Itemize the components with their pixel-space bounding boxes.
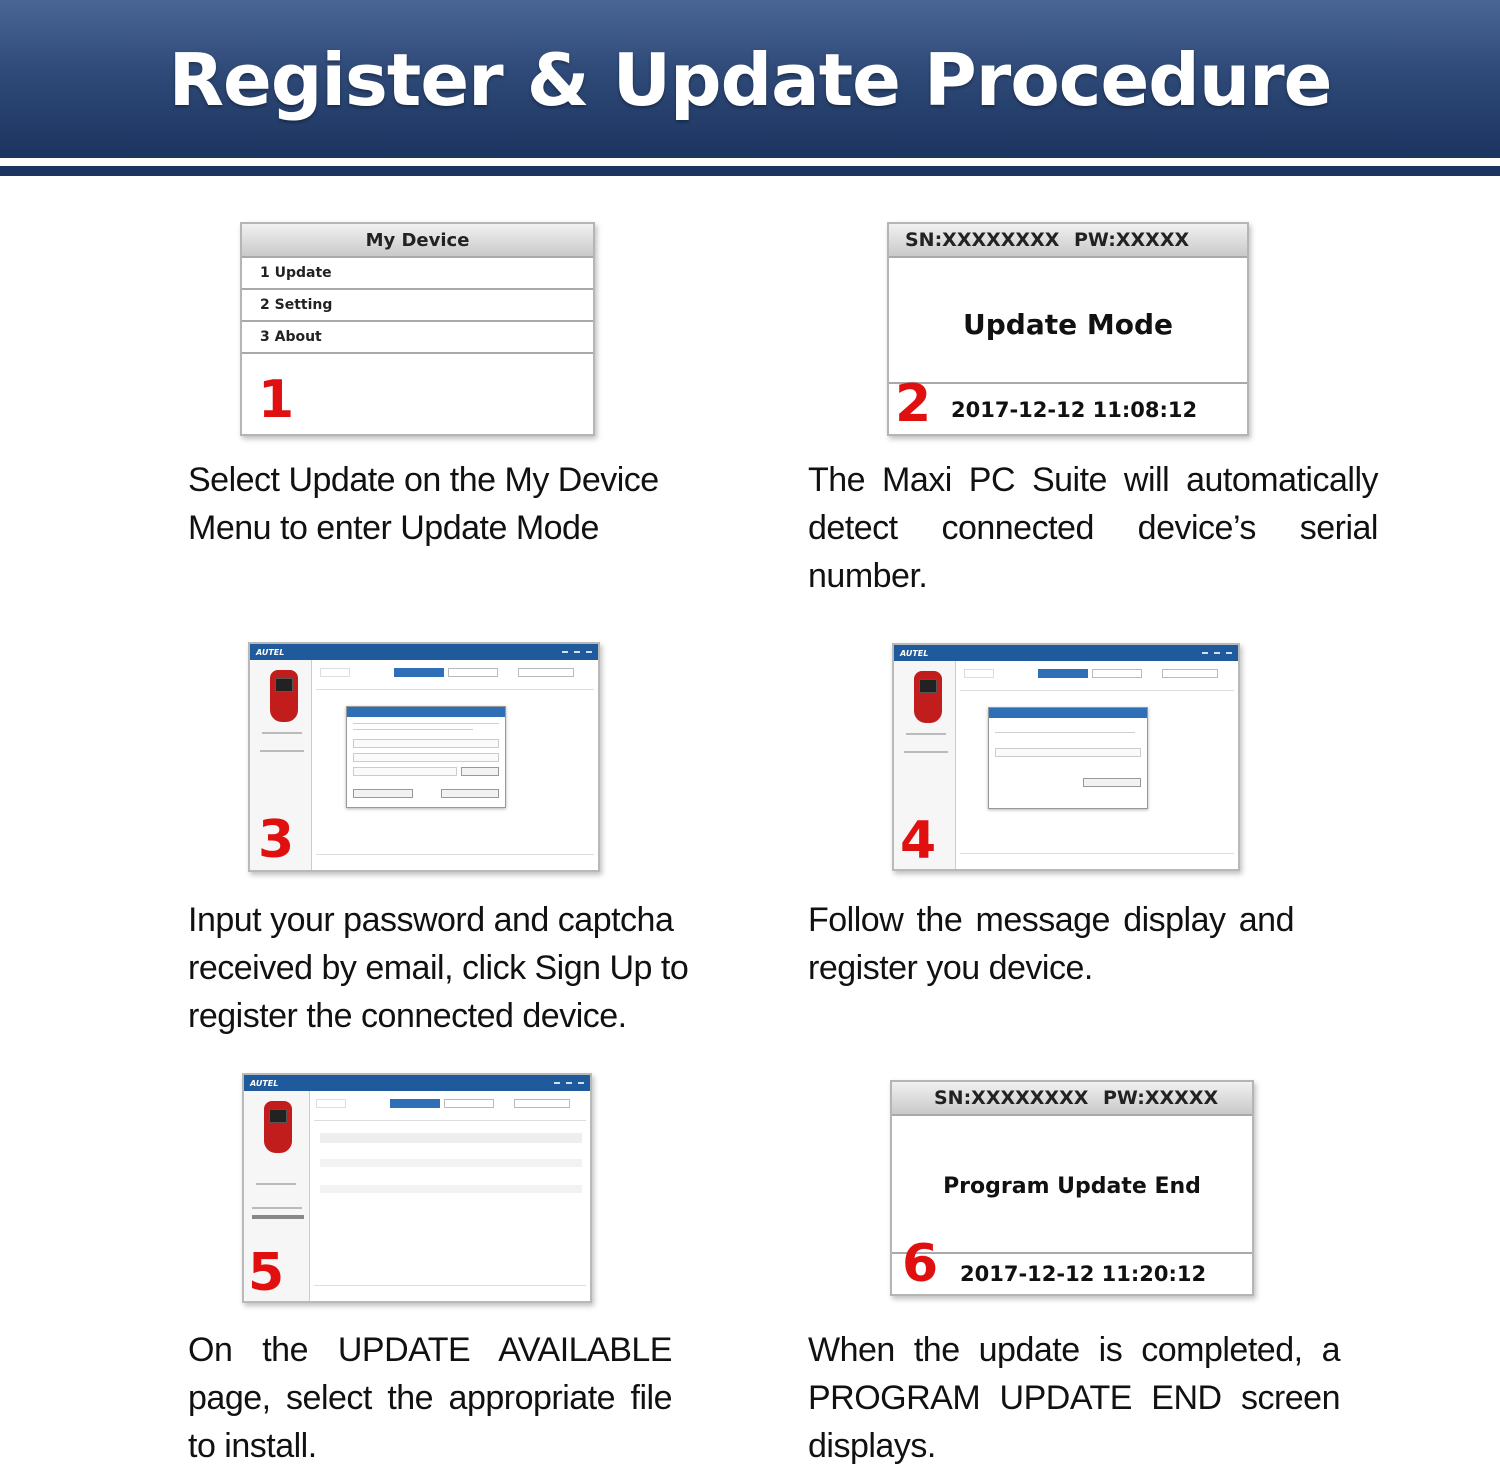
update-mode-panel <box>887 222 1249 436</box>
step-4-description: Follow the message display and register you device. <box>808 901 1294 987</box>
step-2-description: The Maxi PC Suite will automatically detect connected device’s serial number. <box>808 461 1378 595</box>
sign-up-window <box>248 642 600 872</box>
next-button[interactable] <box>1083 778 1141 787</box>
scan-tool-icon <box>270 670 298 722</box>
autel-logo: AUTEL <box>900 648 929 658</box>
program-update-end-label: Program Update End <box>943 1174 1201 1199</box>
app-toolbar <box>320 666 592 678</box>
menu-item-update[interactable]: 1 Update <box>242 258 593 290</box>
serial-password-header: SN:XXXXXXXX PW:XXXXX <box>889 224 1247 258</box>
app-toolbar <box>964 667 1232 679</box>
banner-divider-white <box>0 158 1500 166</box>
tab-updates-available[interactable] <box>390 1099 440 1108</box>
back-button[interactable] <box>353 789 413 798</box>
my-device-title: My Device <box>242 224 593 258</box>
scan-tool-icon <box>264 1101 292 1153</box>
app-title-bar <box>894 645 1238 661</box>
captcha-field[interactable] <box>353 767 457 776</box>
window-controls[interactable] <box>562 651 598 653</box>
step-5-description: On the UPDATE AVAILABLE page, select the appropriate file to install. <box>188 1331 672 1465</box>
autel-logo: AUTEL <box>256 647 285 657</box>
column-headers <box>960 683 1234 691</box>
program-update-end-timestamp: 2017-12-12 11:20:12 <box>960 1262 1207 1286</box>
window-controls[interactable] <box>554 1082 590 1084</box>
dialog-title-bar <box>347 707 505 717</box>
tab-installed[interactable] <box>448 668 498 677</box>
software-row-firmware[interactable] <box>320 1185 582 1193</box>
register-dialog <box>988 707 1148 809</box>
program-update-end-panel <box>890 1080 1254 1296</box>
app-toolbar <box>316 1097 584 1109</box>
email-field[interactable] <box>995 748 1141 757</box>
tab-installed[interactable] <box>444 1099 494 1108</box>
menu-item-setting[interactable]: 2 Setting <box>242 290 593 322</box>
sign-up-button[interactable] <box>441 789 499 798</box>
tab-updates-available[interactable] <box>1038 669 1088 678</box>
column-headers <box>316 682 594 690</box>
search-input[interactable] <box>1162 669 1218 678</box>
step-number-2: 2 <box>895 374 932 434</box>
update-available-window <box>242 1073 592 1303</box>
menu-item-about[interactable]: 3 About <box>242 322 593 354</box>
window-controls[interactable] <box>1202 652 1238 654</box>
header-banner <box>0 0 1500 158</box>
step-3-description: Input your password and captcha received by email, click Sign Up to register the connected device. <box>188 901 689 1035</box>
refresh-button[interactable] <box>316 1099 346 1108</box>
software-row-ts508[interactable] <box>320 1159 582 1167</box>
update-mode-timestamp: 2017-12-12 11:08:12 <box>951 398 1198 422</box>
serial-password-header: SN:XXXXXXXX PW:XXXXX <box>892 1082 1252 1116</box>
sign-up-dialog <box>346 706 506 808</box>
get-captcha-button[interactable] <box>461 767 499 776</box>
dialog-title-bar <box>989 708 1147 718</box>
search-input[interactable] <box>514 1099 570 1108</box>
step-number-5: 5 <box>248 1243 285 1303</box>
page-title: Register & Update Procedure <box>168 38 1332 122</box>
step-1-description: Select Update on the My Device Menu to enter Update Mode <box>188 461 659 547</box>
confirm-password-field[interactable] <box>353 753 499 762</box>
app-footer <box>316 854 594 866</box>
password-field[interactable] <box>353 739 499 748</box>
update-mode-label: Update Mode <box>963 308 1173 341</box>
banner-divider-navy <box>0 166 1500 176</box>
program-update-end-footer <box>892 1234 1252 1294</box>
register-window <box>892 643 1240 871</box>
my-device-panel <box>240 222 595 436</box>
update-mode-footer <box>889 374 1247 434</box>
app-footer <box>314 1285 586 1297</box>
step-number-6: 6 <box>902 1234 939 1294</box>
search-input[interactable] <box>518 668 574 677</box>
software-row-vehicle[interactable] <box>320 1133 582 1143</box>
step-number-3: 3 <box>258 810 295 870</box>
update-progress-bar <box>252 1215 304 1219</box>
app-title-bar <box>244 1075 590 1091</box>
app-title-bar <box>250 644 598 660</box>
scan-tool-icon <box>914 671 942 723</box>
step-number-4: 4 <box>900 811 937 871</box>
refresh-button[interactable] <box>320 668 350 677</box>
tab-installed[interactable] <box>1092 669 1142 678</box>
step-6-description: When the update is completed, a PROGRAM UPDATE END screen displays. <box>808 1331 1340 1465</box>
autel-logo: AUTEL <box>250 1078 279 1088</box>
column-headers <box>314 1113 586 1121</box>
step-number-1: 1 <box>258 370 295 430</box>
app-footer <box>960 853 1234 865</box>
tab-updates-available[interactable] <box>394 668 444 677</box>
refresh-button[interactable] <box>964 669 994 678</box>
